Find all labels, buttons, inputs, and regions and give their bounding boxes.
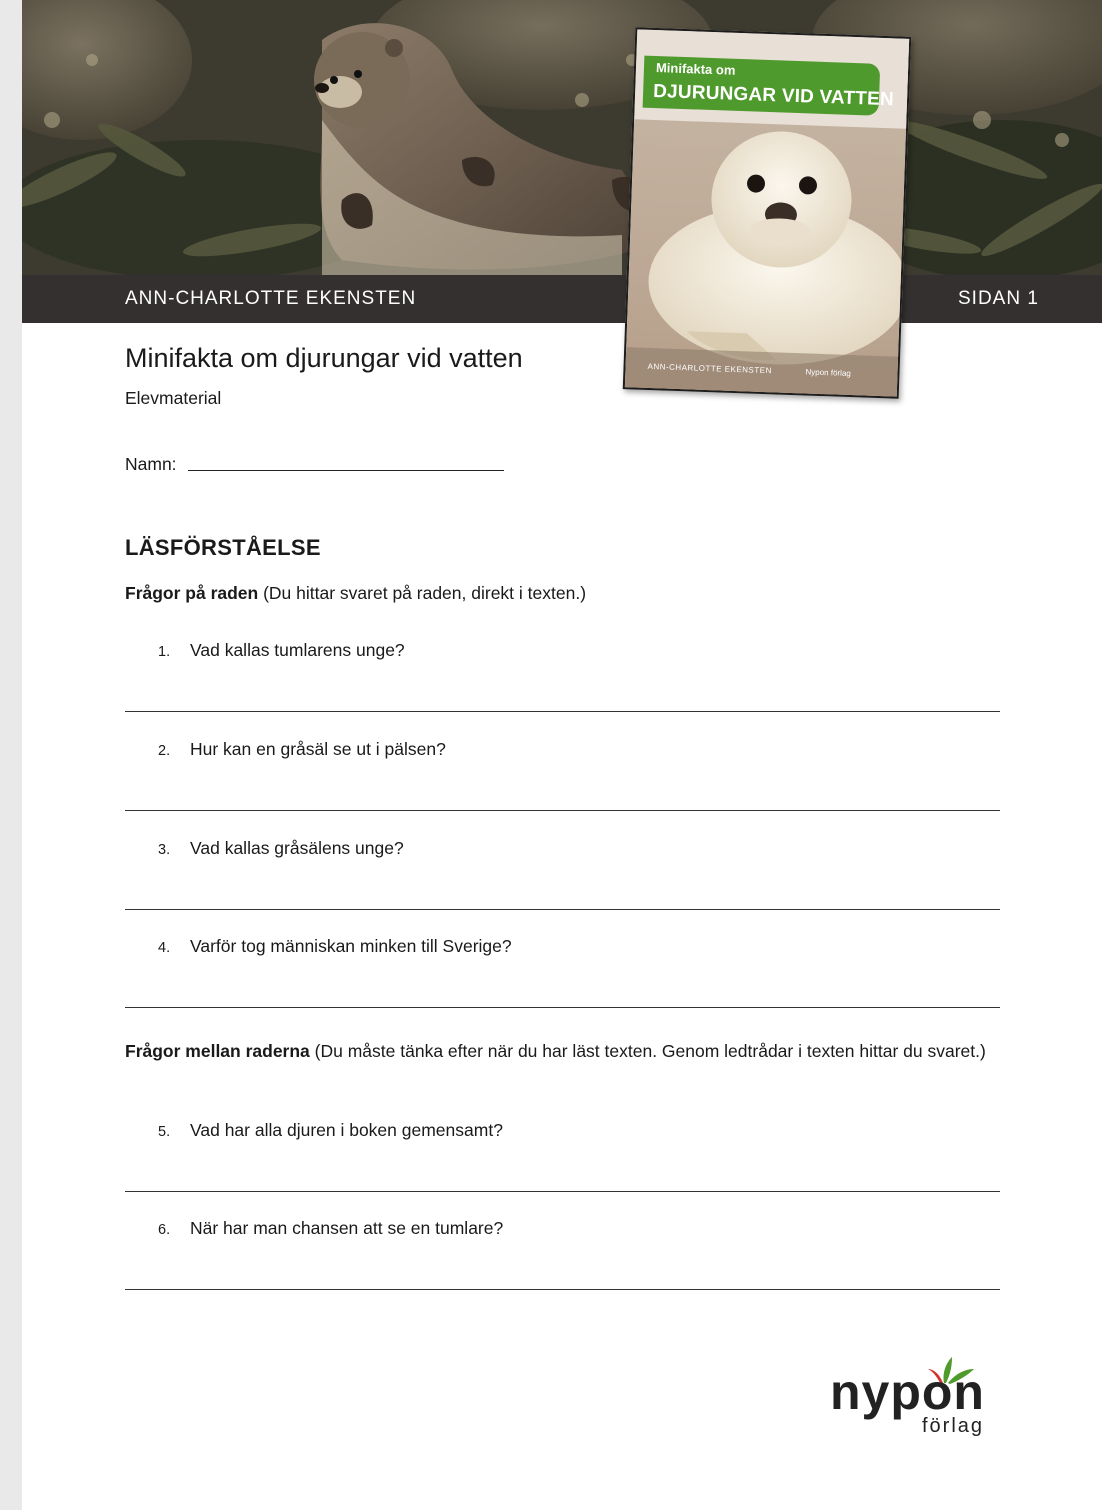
cover-author: ANN-CHARLOTTE EKENSTEN: [647, 361, 773, 376]
question-text: Vad kallas tumlarens unge?: [190, 640, 405, 660]
question-number: 5.: [158, 1124, 171, 1140]
otter-photo: [22, 0, 1102, 275]
question-text: Varför tog människan minken till Sverige?: [190, 936, 512, 956]
answer-line-5[interactable]: [125, 1191, 1000, 1192]
question-3: [158, 838, 404, 859]
header-photo: [22, 0, 1102, 275]
question-text: Vad kallas gråsälens unge?: [190, 838, 404, 858]
question-6: [158, 1218, 503, 1239]
question-number: 3.: [158, 842, 171, 858]
answer-line-6[interactable]: [125, 1289, 1000, 1290]
answer-line-1[interactable]: [125, 711, 1000, 712]
page-number: SIDAN 1: [958, 288, 1039, 309]
question-2: [158, 739, 446, 760]
question-1: [158, 640, 405, 661]
cover-title: DJURUNGAR VID VATTEN: [652, 80, 895, 111]
question-4: [158, 936, 512, 957]
question-number: 2.: [158, 743, 171, 759]
answer-line-3[interactable]: [125, 909, 1000, 910]
book-cover: [623, 27, 911, 398]
group-heading-on-the-line: [125, 582, 1005, 604]
question-text: Vad har alla djuren i boken gemensamt?: [190, 1120, 503, 1140]
logo-wordmark: nypon: [830, 1364, 985, 1420]
group-heading-text: (Du måste tänka efter när du har läst texten. Genom ledtrådar i texten hittar du svaret.): [309, 1041, 986, 1061]
question-number: 1.: [158, 644, 171, 660]
question-text: När har man chansen att se en tumlare?: [190, 1218, 504, 1238]
name-input-line[interactable]: [188, 470, 504, 471]
answer-line-2[interactable]: [125, 810, 1000, 811]
question-5: [158, 1120, 503, 1141]
publisher-logo: [830, 1355, 1010, 1445]
group-heading-bold: Frågor på raden: [125, 583, 259, 603]
author-name: ANN-CHARLOTTE EKENSTEN: [125, 288, 417, 309]
question-number: 4.: [158, 940, 171, 956]
document-subtitle: Elevmaterial: [125, 388, 222, 408]
section-title: LÄSFÖRSTÅELSE: [125, 535, 321, 560]
group-heading-between-the-lines: [125, 1040, 1005, 1062]
group-heading-text: (Du hittar svaret på raden, direkt i texten.): [258, 583, 587, 603]
name-label: Namn:: [125, 454, 177, 474]
logo-subtitle: förlag: [922, 1415, 985, 1437]
group-heading-bold: Frågor mellan raderna: [125, 1041, 310, 1061]
answer-line-4[interactable]: [125, 1007, 1000, 1008]
cover-series: Minifakta om: [655, 60, 736, 78]
worksheet-page: [22, 0, 1102, 1510]
question-text: Hur kan en gråsäl se ut i pälsen?: [190, 739, 446, 759]
cover-publisher: Nypon förlag: [805, 367, 851, 379]
question-number: 6.: [158, 1222, 171, 1238]
document-title: Minifakta om djurungar vid vatten: [125, 343, 523, 373]
